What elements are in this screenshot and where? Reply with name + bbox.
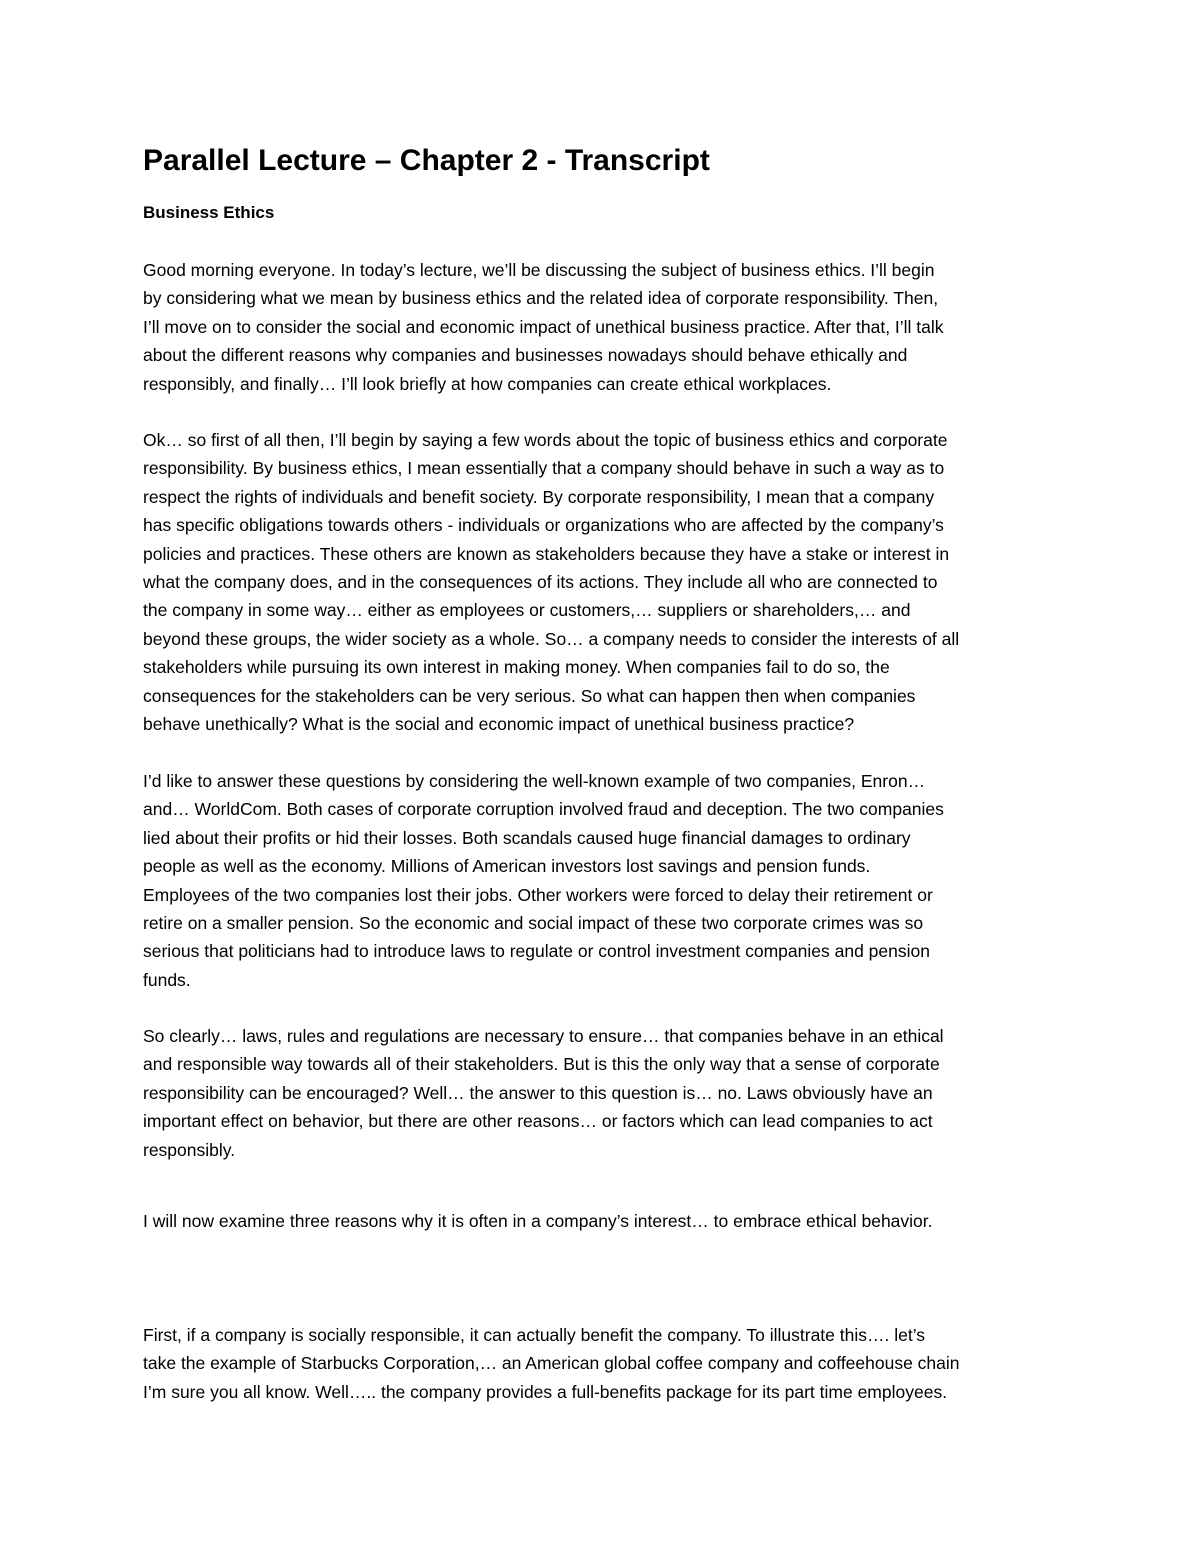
text-line: policies and practices. These others are known as stakeholders because they have a stake or interest in: [143, 543, 950, 564]
text-line: I’d like to answer these questions by considering the well-known example of two companies, Enron…: [143, 771, 926, 791]
text-line: Ok… so first of all then, I’ll begin by saying a few words about the topic of business ethics and corporate: [143, 430, 948, 450]
text-line: responsibility. By business ethics, I mean essentially that a company should behave in such a way as to: [143, 458, 945, 479]
text-line: funds.: [143, 969, 191, 990]
text-line: about the different reasons why companies and businesses nowadays should behave ethically and: [143, 345, 908, 366]
text-line: So clearly… laws, rules and regulations are necessary to ensure… that companies behave in an ethical: [143, 1026, 944, 1046]
text-line: responsibly, and finally… I’ll look briefly at how companies can create ethical workplaces.: [143, 373, 832, 394]
text-line: what the company does, and in the consequences of its actions. They include all who are connected to: [143, 572, 938, 593]
text-line: respect the rights of individuals and benefit society. By corporate responsibility, I mean that a company: [143, 486, 935, 507]
paragraph-starbucks-example: [143, 1321, 1063, 1406]
text-line: take the example of Starbucks Corporation,… an American global coffee company and coffeehouse chain: [143, 1353, 960, 1374]
text-line: retire on a smaller pension. So the economic and social impact of these two corporate crimes was so: [143, 913, 924, 934]
paragraph-introduction: [143, 256, 1063, 398]
text-line: important effect on behavior, but there are other reasons… or factors which can lead companies to act: [143, 1111, 933, 1132]
text-line: beyond these groups, the wider society as a whole. So… a company needs to consider the interests of all: [143, 628, 960, 649]
text-line: Employees of the two companies lost their jobs. Other workers were forced to delay their retirement or: [143, 884, 933, 905]
document-subtitle: Business Ethics: [143, 203, 275, 222]
text-line: responsibility can be encouraged? Well… the answer to this question is… no. Laws obviously have an: [143, 1082, 933, 1103]
paragraph-definitions: [143, 426, 1063, 738]
text-line: responsibly.: [143, 1139, 236, 1160]
text-line: and… WorldCom. Both cases of corporate corruption involved fraud and deception. The two companies: [143, 799, 944, 820]
text-line: stakeholders while pursuing its own interest in making money. When companies fail to do so, the: [143, 657, 890, 678]
text-line: people as well as the economy. Millions of American investors lost savings and pension funds.: [143, 856, 871, 877]
text-line: I’ll move on to consider the social and economic impact of unethical business practice. After that, I’ll talk: [143, 316, 944, 337]
text-line: consequences for the stakeholders can be very serious. So what can happen then when companies: [143, 685, 916, 706]
paragraph-three-reasons: [143, 1207, 1063, 1235]
document-title: Parallel Lecture – Chapter 2 - Transcript: [143, 144, 710, 177]
text-line: the company in some way… either as employees or customers,… suppliers or shareholders,… and: [143, 600, 911, 621]
text-line: Good morning everyone. In today’s lecture, we’ll be discussing the subject of business ethics. I’ll begin: [143, 260, 935, 280]
text-line: has specific obligations towards others - individuals or organizations who are affected by the company’s: [143, 515, 944, 536]
paragraph-laws-regulations: [143, 1022, 1063, 1164]
text-line: I’m sure you all know. Well….. the company provides a full-benefits package for its part time employees.: [143, 1381, 948, 1402]
text-line: I will now examine three reasons why it is often in a company’s interest… to embrace ethical behavior.: [143, 1211, 933, 1231]
paragraph-enron-worldcom: [143, 767, 1063, 994]
text-line: serious that politicians had to introduce laws to regulate or control investment companies and pension: [143, 941, 930, 962]
text-line: First, if a company is socially responsible, it can actually benefit the company. To illustrate this…. let’s: [143, 1325, 926, 1345]
text-line: by considering what we mean by business ethics and the related idea of corporate responsibility. Then,: [143, 288, 939, 309]
text-line: and responsible way towards all of their stakeholders. But is this the only way that a sense of corporate: [143, 1054, 940, 1075]
text-line: lied about their profits or hid their losses. Both scandals caused huge financial damages to ordinary: [143, 827, 911, 848]
text-line: behave unethically? What is the social and economic impact of unethical business practice?: [143, 714, 855, 735]
